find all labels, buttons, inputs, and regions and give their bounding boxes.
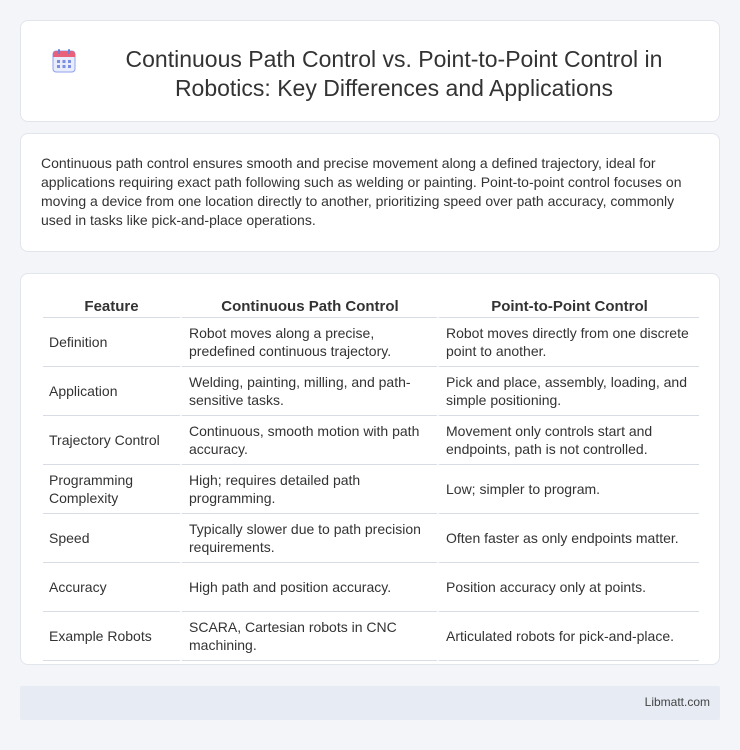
table-row: [43, 367, 699, 416]
continuous-cell: Typically slower due to path precision requirements.: [180, 514, 437, 563]
feature-cell: Trajectory Control: [43, 416, 180, 465]
footer-brand-link[interactable]: Libmatt.com: [644, 695, 710, 709]
point-cell: Low; simpler to program.: [437, 465, 699, 514]
summary-card: [20, 133, 720, 252]
header-point-to-point: Point-to-Point Control: [437, 294, 699, 318]
feature-cell: Example Robots: [43, 612, 180, 661]
continuous-cell: SCARA, Cartesian robots in CNC machining.: [180, 612, 437, 661]
table-row: [43, 318, 699, 367]
point-cell: Often faster as only endpoints matter.: [437, 514, 699, 563]
summary-text: Continuous path control ensures smooth and precise movement along a defined trajectory, ideal for applications requiring exact path following such as welding or painting. Point-to-point control focuses on moving a device from one location directly to another, prioritizing speed over path accuracy, commonly used in tasks like pick-and-place operations.: [41, 155, 682, 228]
header-continuous-path: Continuous Path Control: [180, 294, 437, 318]
continuous-cell: Continuous, smooth motion with path accuracy.: [180, 416, 437, 465]
table-row: [43, 465, 699, 514]
point-cell: Movement only controls start and endpoints, path is not controlled.: [437, 416, 699, 465]
continuous-cell: High; requires detailed path programming.: [180, 465, 437, 514]
table-row: [43, 563, 699, 612]
table-row: [43, 514, 699, 563]
table-row: [43, 612, 699, 661]
table-row: [43, 416, 699, 465]
footer: [20, 686, 720, 720]
feature-cell: Programming Complexity: [43, 465, 180, 514]
point-cell: Articulated robots for pick-and-place.: [437, 612, 699, 661]
feature-cell: Speed: [43, 514, 180, 563]
continuous-cell: Welding, painting, milling, and path-sensitive tasks.: [180, 367, 437, 416]
continuous-cell: High path and position accuracy.: [180, 563, 437, 612]
comparison-table: [43, 294, 699, 661]
title-card: [20, 20, 720, 122]
point-cell: Position accuracy only at points.: [437, 563, 699, 612]
comparison-card: [20, 273, 720, 665]
feature-cell: Application: [43, 367, 180, 416]
feature-cell: Definition: [43, 318, 180, 367]
table-header-row: [43, 294, 699, 318]
feature-cell: Accuracy: [43, 563, 180, 612]
point-cell: Pick and place, assembly, loading, and simple positioning.: [437, 367, 699, 416]
header-feature: Feature: [43, 294, 180, 318]
continuous-cell: Robot moves along a precise, predefined continuous trajectory.: [180, 318, 437, 367]
page-title: Continuous Path Control vs. Point-to-Point Control in Robotics: Key Differences and Applications: [125, 46, 663, 101]
point-cell: Robot moves directly from one discrete point to another.: [437, 318, 699, 367]
calendar-icon: [51, 48, 77, 74]
